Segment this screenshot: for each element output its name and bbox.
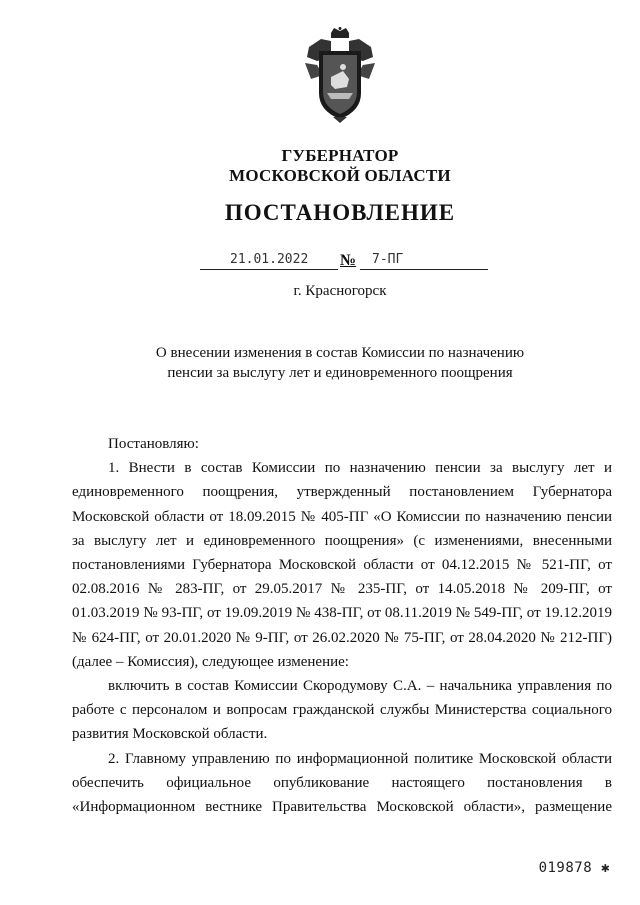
serial-number: 019878 ✱: [538, 860, 610, 876]
coat-of-arms-emblem: [303, 27, 377, 123]
decree-number: 7-ПГ: [372, 252, 404, 267]
number-underline: [360, 269, 488, 270]
paragraph-1: 1. Внести в состав Комиссии по назначению пенсии за выслугу лет и единовременного поощрения, утвержденный постановлением Губернатора Московской области от 18.09.2015 № 405-ПГ «О Комиссии по назначению пенсии за выслугу лет и единовременного поощрения» (с изменениями, внесенными постановлениями Губернатора Московской области от 04.12.2015 № 521-ПГ, от 02.08.2016 № 283-ПГ, от 29.05.2017 № 235-ПГ, от 14.05.2018 № 209-ПГ, от 01.03.2019 № 93-ПГ, от 19.09.2019 № 438-ПГ, от 08.11.2019 № 549-ПГ, от 19.12.2019 № 624-ПГ, от 20.01.2020 № 9-ПГ, от 26.02.2020 № 75-ПГ, от 28.04.2020 № 212-ПГ) (далее – Комиссия), следующее изменение:: [72, 460, 612, 670]
city-name: г. Красногорск: [293, 283, 387, 299]
decree-body: [72, 432, 612, 819]
number-sign: №: [340, 252, 357, 269]
date-number-line: [200, 252, 500, 272]
decree-date: 21.01.2022: [230, 252, 309, 267]
decree-title: О внесении изменения в состав Комиссии по назначению пенсии за выслугу лет и единовременного поощрения: [155, 345, 525, 381]
governor-heading-line1: ГУБЕРНАТОР: [281, 146, 399, 165]
date-underline: [200, 269, 338, 270]
paragraph-1-change: включить в состав Комиссии Скородумову С.А. – начальника управления по работе с персоналом и вопросам гражданской службы Министерства социального развития Московской области.: [72, 678, 612, 743]
governor-heading-line2: МОСКОВСКОЙ ОБЛАСТИ: [229, 166, 451, 185]
paragraph-2: 2. Главному управлению по информационной политике Московской области обеспечить официальное опубликование настоящего постановления в «Информационном вестнике Правительства Московской области», размещение: [72, 750, 612, 816]
document-type-heading: ПОСТАНОВЛЕНИЕ: [224, 200, 456, 225]
opening-statement: Постановляю:: [108, 436, 199, 452]
